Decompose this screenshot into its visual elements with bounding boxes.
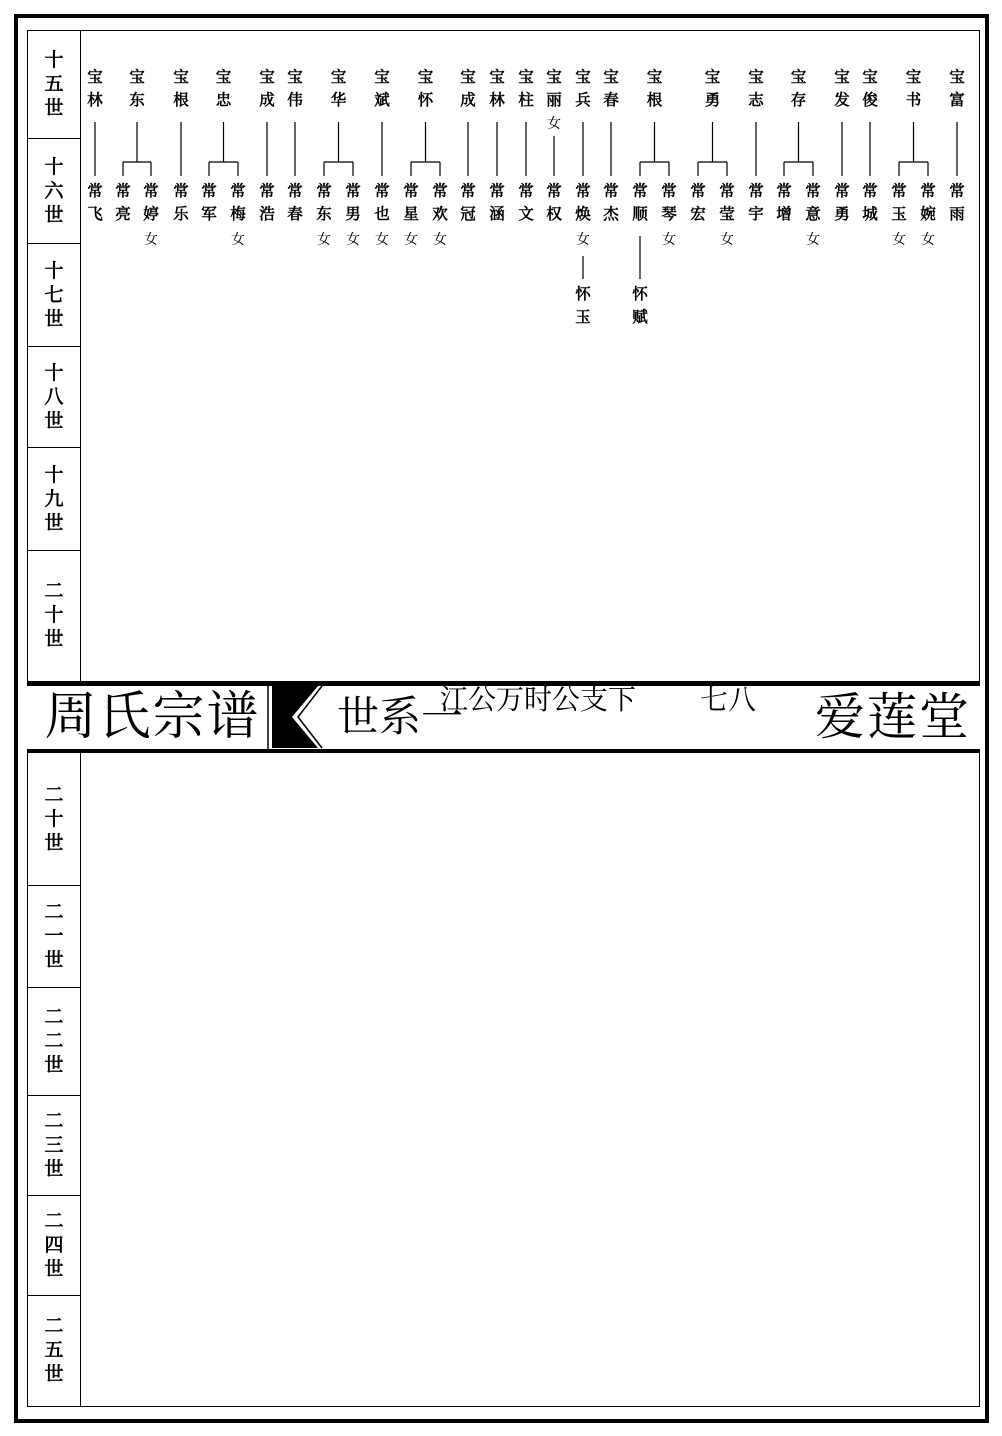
grandchild-name: 怀 赋	[632, 285, 648, 326]
child-name: 常 乐	[173, 182, 189, 223]
female-mark: 女	[576, 232, 590, 248]
generation-label-char: 三	[44, 1134, 64, 1156]
grandchild-name: 怀 玉	[575, 285, 591, 326]
generation-label-char: 世	[44, 831, 64, 854]
child-name: 常 飞	[87, 182, 103, 223]
parent-name: 宝 根	[173, 68, 189, 109]
child-name: 常 欢	[432, 182, 448, 223]
child-name: 常 琴	[661, 182, 677, 223]
child-name: 常 春	[287, 182, 303, 223]
child-name: 常 城	[862, 182, 878, 223]
generation-row-separator	[27, 346, 80, 347]
generation-label-char: 十	[44, 49, 64, 71]
parent-name: 宝 忠	[215, 68, 232, 109]
child-name: 常 玉	[891, 182, 907, 223]
female-mark: 女	[921, 232, 935, 248]
generation-label-char: 十	[44, 361, 64, 384]
parent-name: 宝 柱	[518, 68, 534, 109]
parent-name: 宝 志	[748, 68, 764, 109]
generation-row-separator	[27, 447, 80, 448]
section-title: 世系一	[337, 692, 464, 741]
generation-label-char: 二	[44, 783, 64, 806]
branch-title: 江公万时公支下	[440, 683, 637, 716]
female-mark: 女	[806, 232, 820, 248]
generation-row-separator	[27, 987, 80, 988]
generation-label-char: 二	[44, 1210, 64, 1232]
generation-label-char: 世	[44, 1054, 64, 1076]
parent-name: 宝 春	[603, 68, 619, 109]
generation-row-separator	[27, 138, 80, 139]
parent-name: 宝 存	[790, 68, 807, 109]
generation-label-char: 世	[44, 1258, 64, 1280]
parent-name: 宝 林	[489, 68, 505, 109]
generation-label-char: 二	[44, 1315, 64, 1337]
page-number: 七八	[700, 683, 757, 716]
generation-label-char: 二	[44, 1030, 64, 1052]
parent-name: 宝 成	[460, 68, 476, 109]
female-mark: 女	[346, 232, 360, 248]
generation-label-char: 五	[44, 1339, 64, 1361]
child-name: 常 亮	[115, 182, 131, 223]
generation-label-char: 二	[44, 1006, 64, 1028]
generation-row-separator	[27, 1095, 80, 1096]
child-name: 常 意	[805, 182, 821, 223]
parent-name: 宝 俊	[862, 68, 878, 109]
generation-label-char: 世	[44, 203, 64, 226]
generation-label-char: 世	[44, 1363, 64, 1385]
book-title: 周氏宗谱	[44, 687, 261, 747]
child-name: 常 文	[518, 182, 534, 223]
generation-label-char: 一	[44, 925, 64, 947]
female-mark: 女	[433, 232, 447, 248]
parent-name: 宝 书	[905, 68, 922, 109]
child-name: 常 雨	[949, 182, 965, 223]
generation-row-separator	[27, 1195, 80, 1196]
child-name: 常 也	[374, 182, 390, 223]
generation-label-char: 世	[44, 628, 64, 650]
parent-name: 宝 成	[259, 68, 275, 109]
child-name: 常 莹	[719, 182, 735, 223]
female-mark: 女	[892, 232, 906, 248]
generation-label-char: 十	[44, 463, 64, 486]
generation-label-char: 十	[44, 807, 64, 830]
generation-label-char: 二	[44, 901, 64, 923]
child-name: 常 浩	[259, 182, 275, 223]
child-name: 常 涵	[489, 182, 505, 223]
child-name: 常 顺	[632, 182, 648, 223]
parent-name: 宝 根	[646, 68, 663, 109]
generation-row-separator	[27, 550, 80, 551]
child-name: 常 梅	[230, 182, 246, 223]
hall-name: 爱莲堂	[815, 688, 971, 746]
parent-name: 宝 东	[129, 68, 145, 109]
parent-name: 宝 勇	[704, 68, 721, 109]
generation-label-char: 九	[44, 487, 64, 510]
female-mark: 女	[231, 232, 245, 248]
generation-label-char: 八	[44, 385, 64, 408]
generation-label-char: 二	[44, 580, 64, 602]
female-mark: 女	[375, 232, 389, 248]
generation-label-char: 世	[44, 409, 64, 432]
generation-label-char: 世	[44, 307, 64, 330]
child-name: 常 宇	[748, 182, 764, 223]
child-name: 常 婉	[920, 182, 936, 223]
parent-name: 宝 伟	[287, 68, 303, 109]
female-mark: 女	[317, 232, 331, 248]
child-name: 常 星	[403, 182, 419, 223]
generation-row-separator	[27, 243, 80, 244]
child-name: 常 宏	[690, 182, 706, 223]
female-mark: 女	[662, 232, 676, 248]
child-name: 常 杰	[603, 182, 619, 223]
child-name: 常 男	[345, 182, 361, 223]
parent-name: 宝 林	[87, 68, 103, 109]
female-mark: 女	[404, 232, 418, 248]
parent-name: 宝 怀	[417, 68, 434, 109]
parent-name: 宝 富	[949, 68, 965, 109]
parent-name: 宝 斌	[374, 68, 390, 109]
child-name: 常 权	[546, 182, 562, 223]
generation-label-char: 十	[44, 604, 64, 626]
generation-label-char: 十	[44, 259, 64, 282]
child-name: 常 婷	[143, 182, 159, 223]
generation-label-char: 十	[44, 155, 64, 178]
child-name: 常 军	[201, 182, 217, 223]
generation-label-char: 六	[44, 179, 64, 202]
parent-name: 宝 兵	[575, 68, 591, 109]
generation-label-char: 五	[44, 73, 64, 95]
child-name: 常 东	[316, 182, 332, 223]
parent-name: 宝 华	[330, 68, 347, 109]
female-mark: 女	[720, 232, 734, 248]
generation-label-char: 世	[44, 949, 64, 971]
child-name: 常 勇	[834, 182, 850, 223]
generation-label-char: 世	[44, 97, 64, 119]
generation-row-separator	[27, 885, 80, 886]
generation-label-char: 世	[44, 511, 64, 534]
child-name: 常 焕	[575, 182, 591, 223]
generation-label-char: 四	[44, 1234, 64, 1256]
child-name: 常 冠	[460, 182, 476, 223]
female-mark: 女	[547, 116, 561, 132]
generation-row-separator	[27, 1295, 80, 1296]
generation-label-char: 世	[44, 1158, 64, 1180]
parent-name: 宝 丽	[546, 68, 562, 109]
parent-name: 宝 发	[834, 68, 850, 109]
female-mark: 女	[144, 232, 158, 248]
generation-label-char: 二	[44, 1110, 64, 1132]
generation-label-char: 七	[44, 283, 64, 306]
child-name: 常 增	[776, 182, 792, 223]
